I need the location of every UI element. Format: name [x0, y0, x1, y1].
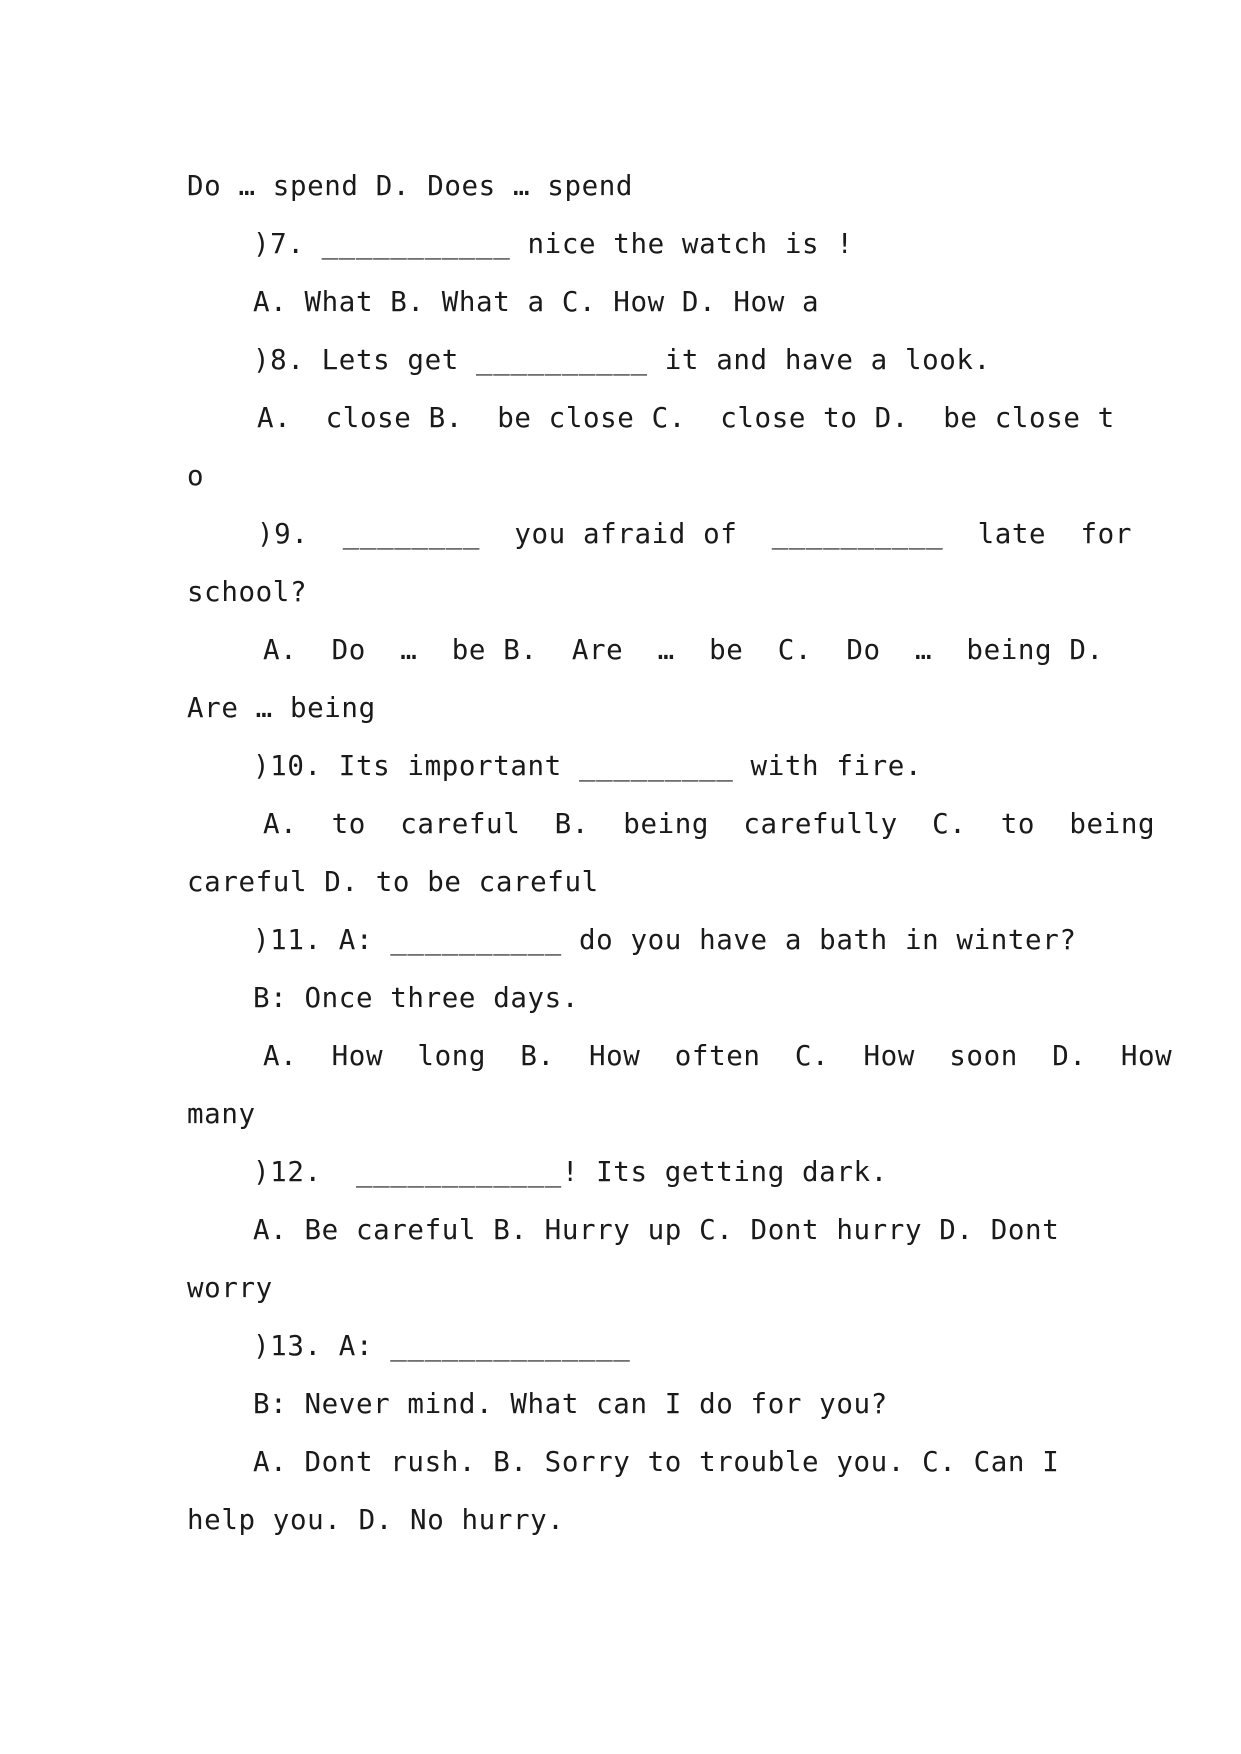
- options-line: A. Do … be B. Are … be C. Do … being D.: [263, 634, 1104, 666]
- text-line: school?: [187, 576, 308, 608]
- question-line: )11. A: __________ do you have a bath in winter?: [253, 924, 1077, 956]
- text-line: worry: [187, 1272, 273, 1304]
- options-line: A. What B. What a C. How D. How a: [253, 286, 820, 318]
- options-line: A. Dont rush. B. Sorry to trouble you. C. Can I: [253, 1446, 1060, 1478]
- text-line: many: [187, 1098, 256, 1130]
- question-line: )7. ___________ nice the watch is !: [253, 228, 854, 260]
- text-line: careful D. to be careful: [187, 866, 599, 898]
- options-line: A. How long B. How often C. How soon D. How: [263, 1040, 1173, 1072]
- question-line: )10. Its important _________ with fire.: [253, 750, 923, 782]
- options-line: A. to careful B. being carefully C. to being: [263, 808, 1156, 840]
- text-line: Are … being: [187, 692, 376, 724]
- question-line: )9. ________ you afraid of __________ late for: [257, 518, 1132, 550]
- text-line: help you. D. No hurry.: [187, 1504, 565, 1536]
- question-line: )12. ____________! Its getting dark.: [253, 1156, 888, 1188]
- dialogue-line: B: Never mind. What can I do for you?: [253, 1388, 888, 1420]
- question-line: )8. Lets get __________ it and have a look.: [253, 344, 991, 376]
- question-line: )13. A: ______________: [253, 1330, 631, 1362]
- options-line: A. Be careful B. Hurry up C. Dont hurry D. Dont: [253, 1214, 1060, 1246]
- text-line: o: [187, 460, 205, 492]
- text-line: Do … spend D. Does … spend: [187, 170, 634, 202]
- dialogue-line: B: Once three days.: [253, 982, 579, 1014]
- options-line: A. close B. be close C. close to D. be close t: [257, 402, 1115, 434]
